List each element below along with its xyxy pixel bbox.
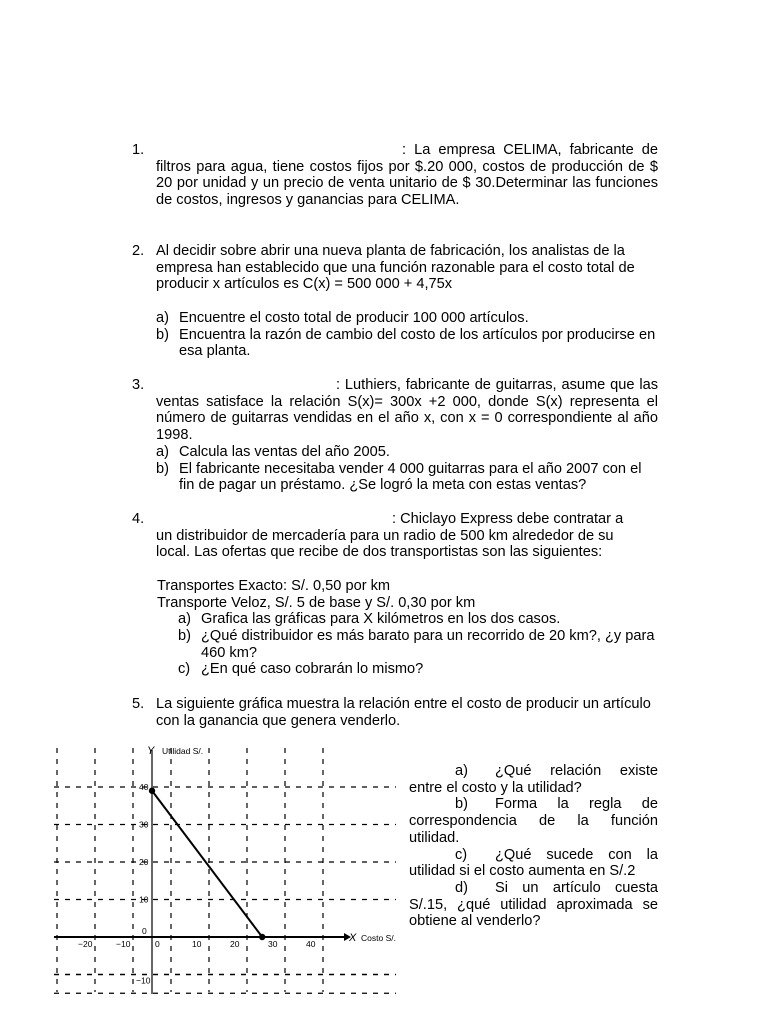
x-tick-label: 0 — [155, 939, 160, 949]
question-text: : Chiclayo Express debe contratar a un distribuidor de mercadería para un radio de 500 km alrededor de su local. Las ofertas que recibe de dos transportistas son las siguientes: — [156, 511, 624, 561]
y-tick-label: 20 — [139, 857, 149, 867]
chart-grid — [54, 748, 396, 993]
x-tick-label: −10 — [116, 939, 131, 949]
sub-item — [156, 461, 658, 494]
sub-item-text: Encuentra la razón de cambio del costo de los artículos por producirse en esa planta. — [179, 326, 656, 360]
sub-item-text: Encuentre el costo total de producir 100 000 artículos. — [179, 309, 529, 326]
sub-item — [409, 847, 658, 880]
x-tick-label: 30 — [268, 939, 278, 949]
x-tick-label: −20 — [78, 939, 93, 949]
sub-item-label: a) — [156, 443, 169, 460]
sub-item-label: a) — [156, 309, 169, 326]
question-number: 1. — [132, 142, 145, 158]
x-axis-unit-label: Costo S/. — [361, 933, 396, 943]
offer-line: Transportes Exacto: S/. 0,50 por km — [157, 577, 391, 594]
sub-item-text: Grafica las gráficas para X kilómetros en los dos casos. — [201, 611, 561, 628]
sub-item-text: Si un artículo cuesta S/.15, ¿qué utilidad aproximada se obtiene al venderlo? — [409, 879, 658, 930]
y-tick-label: 40 — [139, 782, 149, 792]
sub-item — [409, 763, 658, 796]
sub-item-text: ¿Qué relación existe entre el costo y la utilidad? — [409, 763, 658, 796]
y-tick-label: 0 — [142, 926, 147, 936]
sub-item-text: ¿En qué caso cobrarán lo mismo? — [201, 661, 424, 678]
sub-item — [409, 796, 658, 846]
sub-item-label: b) — [455, 796, 468, 813]
sub-item — [409, 880, 658, 930]
sub-item-label: b) — [178, 627, 191, 644]
y-tick-label: 30 — [139, 819, 149, 830]
sub-item-label: a) — [455, 763, 468, 779]
question-text: : Luthiers, fabricante de guitarras, asume que las ventas satisface la relación S(x)= 300x +2 000, donde S(x) representa el número de guitarras vendidas en el año x, con x = 0 correspondiente al año 1998. — [156, 377, 658, 444]
sub-item-text: ¿Qué sucede con la utilidad si el costo aumenta en S/.2 — [409, 846, 658, 880]
question-number: 5. — [132, 696, 145, 712]
series-point — [259, 934, 265, 940]
x-tick-label: 40 — [306, 939, 316, 949]
y-axis-label: Y — [147, 745, 155, 757]
question-number: 3. — [132, 377, 145, 393]
sub-item-text: Forma la regla de correspondencia de la función utilidad. — [409, 796, 658, 846]
y-tick-label: −10 — [136, 975, 151, 986]
sub-item — [156, 444, 658, 461]
sub-item — [156, 327, 658, 360]
chart-series — [149, 788, 266, 941]
question-text: Al decidir sobre abrir una nueva planta de fabricación, los analistas de la empresa han establecido que una función razonable para el costo total de producir x artículos es C(x) = 500 000 + 4,75x — [156, 243, 635, 293]
question-text: La siguiente gráfica muestra la relación entre el costo de producir un artículo con la ganancia que genera venderlo. — [156, 696, 651, 729]
question-text: : La empresa CELIMA, fabricante de filtros para agua, tiene costos fijos por $.20 000, costos de producción de $ 20 por unidad y un precio de venta unitario de $ 30.Determinar las funciones de costos, ingresos y ganancias para CELIMA. — [156, 142, 658, 209]
sub-item-label: d) — [455, 879, 468, 896]
sub-item-label: a) — [178, 611, 191, 628]
utility-chart — [52, 740, 398, 994]
series-line — [152, 791, 262, 937]
sub-item-text: El fabricante necesitaba vender 4 000 guitarras para el año 2007 con el fin de pagar un préstamo. ¿Se logró la meta con estas ventas? — [179, 460, 642, 494]
sub-item — [156, 310, 658, 327]
x-axis-label: X — [349, 932, 357, 944]
sub-item-label: c) — [178, 661, 191, 678]
question-number: 2. — [132, 243, 145, 259]
x-tick-label: 20 — [230, 939, 240, 949]
sub-item-label: b) — [156, 326, 169, 343]
sub-item-label: b) — [156, 460, 169, 477]
y-tick-label: 10 — [139, 894, 149, 905]
question-number: 4. — [132, 511, 145, 527]
sub-item — [178, 611, 658, 628]
sub-item-label: c) — [455, 846, 468, 863]
question-5-items — [409, 763, 658, 930]
y-axis-unit-label: Utilidad S/. — [162, 746, 204, 756]
sub-item — [178, 661, 658, 678]
sub-item-text: ¿Qué distribuidor es más barato para un recorrido de 20 km?, ¿y para 460 km? — [201, 627, 655, 661]
x-tick-label: 10 — [192, 939, 202, 949]
sub-item — [178, 628, 658, 661]
offer-line: Transporte Veloz, S/. 5 de base y S/. 0,30 por km — [157, 594, 476, 611]
sub-item-text: Calcula las ventas del año 2005. — [179, 443, 390, 460]
series-point — [149, 788, 155, 794]
chart-tick-labels — [78, 782, 316, 986]
